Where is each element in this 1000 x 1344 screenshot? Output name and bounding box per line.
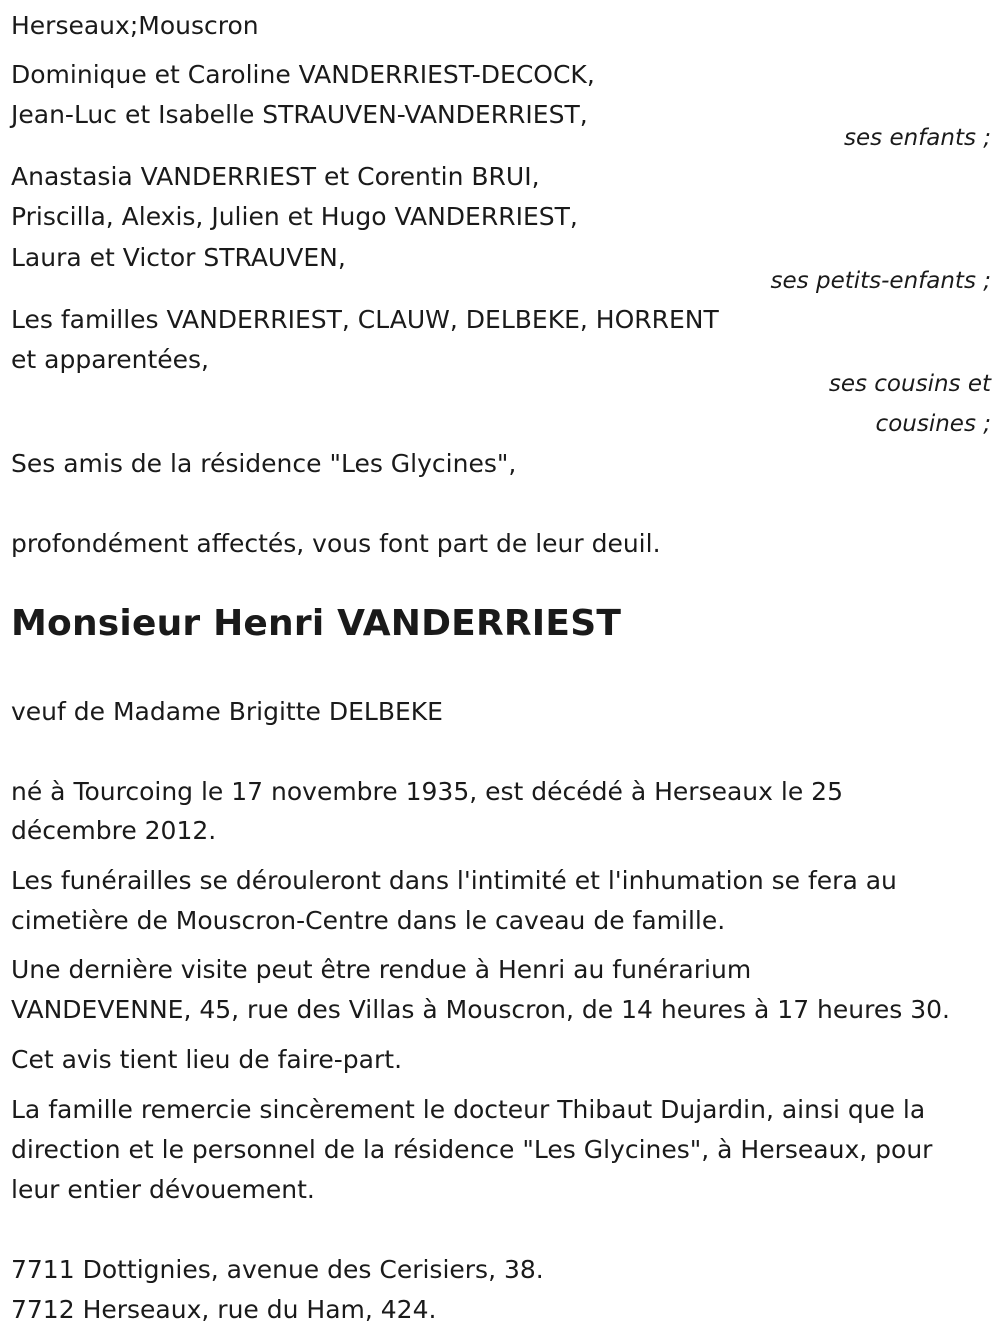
children-line-1: Dominique et Caroline VANDERRIEST-DECOCK, bbox=[11, 60, 595, 89]
grandchildren-line-2: Priscilla, Alexis, Julien et Hugo VANDERRIEST, bbox=[11, 202, 578, 231]
visit-line-1: Une dernière visite peut être rendue à Henri au funérarium bbox=[11, 955, 752, 984]
children-line-2: Jean-Luc et Isabelle STRAUVEN-VANDERRIEST, bbox=[11, 100, 588, 129]
grandchildren-line-3: Laura et Victor STRAUVEN, bbox=[11, 243, 346, 272]
funeral-line-2: cimetière de Mouscron-Centre dans le caveau de famille. bbox=[11, 906, 726, 935]
spouse-line: veuf de Madame Brigitte DELBEKE bbox=[11, 697, 443, 726]
cousins-line-1: Les familles VANDERRIEST, CLAUW, DELBEKE, HORRENT bbox=[11, 305, 719, 334]
announcement-line: profondément affectés, vous font part de leur deuil. bbox=[11, 529, 661, 558]
visit-line-2: VANDEVENNE, 45, rue des Villas à Mouscron, de 14 heures à 17 heures 30. bbox=[11, 995, 950, 1024]
deceased-name: Monsieur Henri VANDERRIEST bbox=[11, 603, 622, 644]
thanks-line-3: leur entier dévouement. bbox=[11, 1175, 315, 1204]
thanks-line-1: La famille remercie sincèrement le docteur Thibaut Dujardin, ainsi que la bbox=[11, 1095, 926, 1124]
cousins-role-line-2: cousines ; bbox=[875, 411, 991, 437]
birth-death-line-1: né à Tourcoing le 17 novembre 1935, est décédé à Herseaux le 25 bbox=[11, 777, 843, 806]
grandchildren-line-1: Anastasia VANDERRIEST et Corentin BRUI, bbox=[11, 162, 540, 191]
cousins-line-2: et apparentées, bbox=[11, 345, 209, 374]
children-role: ses enfants ; bbox=[844, 125, 991, 151]
address-line-2: 7712 Herseaux, rue du Ham, 424. bbox=[11, 1295, 437, 1324]
address-line-1: 7711 Dottignies, avenue des Cerisiers, 38. bbox=[11, 1255, 544, 1284]
friends-line: Ses amis de la résidence "Les Glycines", bbox=[11, 449, 517, 478]
notice-line: Cet avis tient lieu de faire-part. bbox=[11, 1045, 403, 1074]
birth-death-line-2: décembre 2012. bbox=[11, 816, 217, 845]
header-location: Herseaux;Mouscron bbox=[11, 11, 259, 40]
cousins-role-line-1: ses cousins et bbox=[828, 371, 991, 397]
funeral-line-1: Les funérailles se dérouleront dans l'intimité et l'inhumation se fera au bbox=[11, 866, 897, 895]
grandchildren-role: ses petits-enfants ; bbox=[770, 268, 991, 294]
thanks-line-2: direction et le personnel de la résidence "Les Glycines", à Herseaux, pour bbox=[11, 1135, 933, 1164]
